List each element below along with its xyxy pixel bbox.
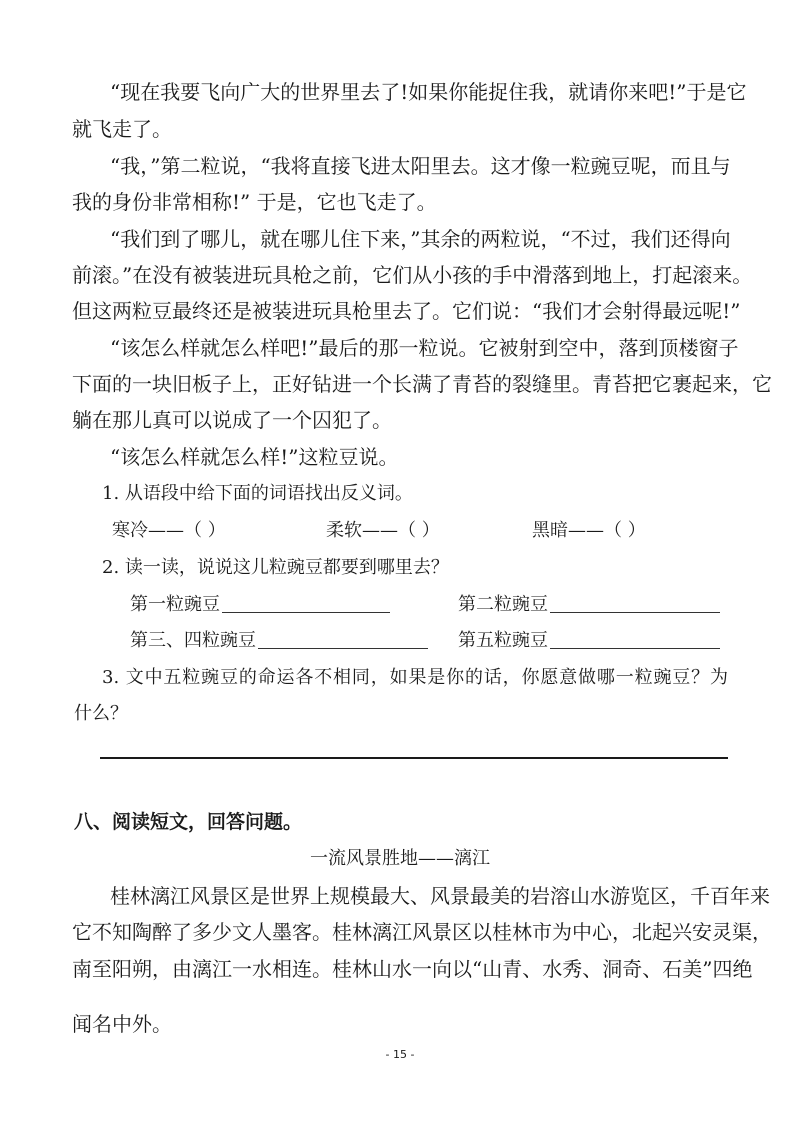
question-3-continued: 什么？ bbox=[74, 703, 128, 724]
antonym-item[interactable]: 柔软——（ ） bbox=[326, 520, 440, 541]
answer-blank[interactable] bbox=[258, 648, 428, 649]
pea-label: 第二粒豌豆 bbox=[458, 594, 548, 615]
passage-line: 就飞走了。 bbox=[72, 117, 172, 141]
article-line: 它不知陶醉了多少文人墨客。桂林漓江风景区以桂林市为中心，北起兴安灵渠， bbox=[72, 920, 772, 944]
question-3: 3. 文中五粒豌豆的命运各不相同，如果是你的话，你愿意做哪一粒豌豆？为 bbox=[102, 667, 728, 688]
passage-line: “我们到了哪儿，就在哪儿住下来，”其余的两粒说，“不过，我们还得向 bbox=[110, 227, 731, 251]
article-line: 桂林漓江风景区是世界上规模最大、风景最美的岩溶山水游览区，千百年来 bbox=[110, 884, 770, 908]
passage-line: 前滚。”在没有被装进玩具枪之前，它们从小孩的手中滑落到地上，打起滚来。 bbox=[72, 263, 753, 287]
passage-line: “该怎么样就怎么样!”这粒豆说。 bbox=[110, 445, 399, 469]
article-line: 南至阳朔，由漓江一水相连。桂林山水一向以“山青、水秀、洞奇、石美”四绝 bbox=[72, 957, 753, 981]
answer-blank[interactable] bbox=[550, 648, 720, 649]
passage-line: 但这两粒豆最终还是被装进玩具枪里去了。它们说：“我们才会射得最远呢!” bbox=[72, 299, 741, 323]
article-line: 闻名中外。 bbox=[72, 1012, 172, 1036]
answer-blank[interactable] bbox=[222, 612, 390, 613]
answer-line[interactable] bbox=[100, 757, 728, 759]
page-number: - 15 - bbox=[385, 1048, 415, 1061]
answer-blank[interactable] bbox=[550, 612, 720, 613]
passage-line: 躺在那儿真可以说成了一个囚犯了。 bbox=[72, 408, 392, 432]
passage-line: 下面的一块旧板子上，正好钻进一个长满了青苔的裂缝里。青苔把它裹起来，它 bbox=[72, 372, 772, 396]
pea-label: 第一粒豌豆 bbox=[130, 594, 220, 615]
antonym-item[interactable]: 寒冷——（ ） bbox=[112, 520, 226, 541]
pea-label: 第五粒豌豆 bbox=[458, 630, 548, 651]
antonym-item[interactable]: 黑暗——（ ） bbox=[532, 520, 646, 541]
passage-line: “现在我要飞向广大的世界里去了!如果你能捉住我，就请你来吧!”于是它 bbox=[110, 80, 747, 104]
section-heading: 八、阅读短文，回答问题。 bbox=[74, 811, 303, 833]
question-1: 1. 从语段中给下面的词语找出反义词。 bbox=[102, 483, 413, 504]
pea-label: 第三、四粒豌豆 bbox=[130, 630, 256, 651]
article-title: 一流风景胜地——漓江 bbox=[310, 848, 490, 869]
passage-line: 我的身份非常相称!” 于是，它也飞走了。 bbox=[72, 190, 437, 214]
passage-line: “我，”第二粒说，“我将直接飞进太阳里去。这才像一粒豌豆呢，而且与 bbox=[110, 154, 731, 178]
passage-line: “该怎么样就怎么样吧!”最后的那一粒说。它被射到空中，落到顶楼窗子 bbox=[110, 336, 739, 360]
question-2: 2. 读一读，说说这儿粒豌豆都要到哪里去？ bbox=[102, 557, 449, 578]
